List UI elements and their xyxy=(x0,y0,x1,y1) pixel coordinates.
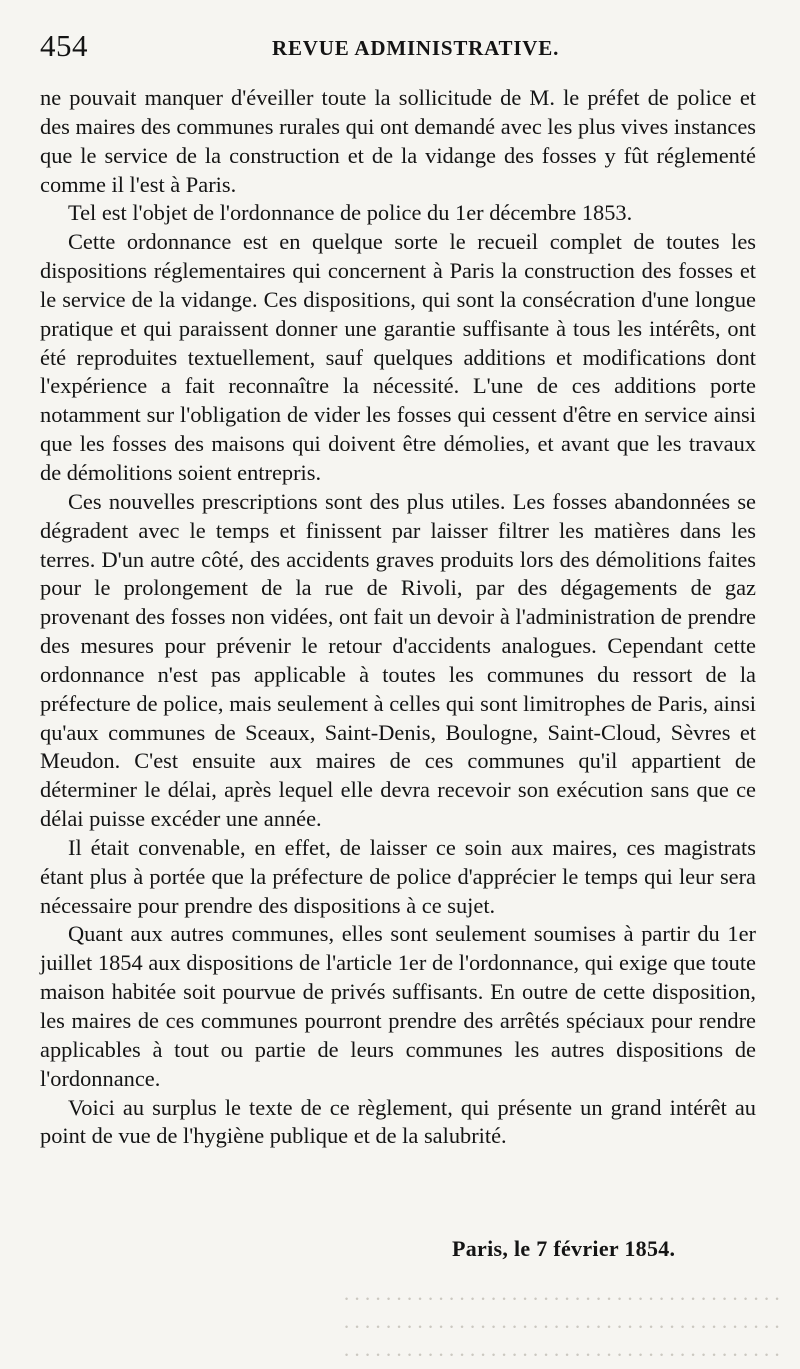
paragraph-recueil: Cette ordonnance est en quelque sorte le recueil complet de toutes les dispositions réglementaires qui concernent à Paris la construction des fosses et le service de la vidange. Ces dispositions, qui sont la consécration d'une longue pratique et qui paraissent donner une garantie suffisante à tous les intérêts, ont été reproduites textuellement, sauf quelques additions et modifications dont l'expérience a fait reconnaître la nécessité. L'une de ces additions porte notamment sur l'obligation de vider les fosses qui cessent d'être en service ainsi que les fosses des maisons qui doivent être démolies, et avant que les travaux de démolitions soient entrepris. xyxy=(40,229,756,485)
body-text xyxy=(40,84,756,1151)
signature-date: Paris, le 7 février 1854. xyxy=(452,1236,676,1261)
journal-title: REVUE ADMINISTRATIVE. xyxy=(272,36,560,60)
paragraph-autres-communes: Quant aux autres communes, elles sont seulement soumises à partir du 1er juillet 1854 aux dispositions de l'article 1er de l'ordonnance, qui exige que toute maison habitée soit pourvue de privés suffisants. En outre de cette disposition, les maires de ces communes pourront prendre des arrêtés spéciaux pour rendre applicables à tout ou partie de leurs communes les autres dispositions de l'ordonnance. xyxy=(40,921,756,1091)
paragraph-prescriptions: Ces nouvelles prescriptions sont des plus utiles. Les fosses abandonnées se dégradent avec le temps et finissent par laisser filtrer les matières dans les terres. D'un autre côté, des accidents graves produits lors des démolitions faites pour le prolongement de la rue de Rivoli, par des dégagements de gaz provenant des fosses non vidées, ont fait un devoir à l'administration de prendre des mesures pour prévenir le retour d'accidents analogues. Cependant cette ordonnance n'est pas applicable à toutes les communes du ressort de la préfecture de police, mais seulement à celles qui sont limitrophes de Paris, ainsi qu'aux communes de Sceaux, Saint-Denis, Boulogne, Saint-Cloud, Sèvres et Meudon. C'est ensuite aux maires de ces communes qu'il appartient de déterminer le délai, après lequel elle devra recevoir son exécution sans que ce délai puisse excéder une année. xyxy=(40,488,756,832)
paragraph-convenable: Il était convenable, en effet, de laisser ce soin aux maires, ces magistrats étant plus à portée que la préfecture de police d'apprécier le temps qui leur sera nécessaire pour prendre des dispositions à ce sujet. xyxy=(40,834,756,918)
paragraph-ordonnance-date: Tel est l'objet de l'ordonnance de police du 1er décembre 1853. xyxy=(68,200,633,226)
paragraph-continuation: ne pouvait manquer d'éveiller toute la sollicitude de M. le préfet de police et des maires des communes rurales qui ont demandé avec les plus vives instances que le service de la construction et de la vidange des fosses y fût réglementé comme il l'est à Paris. xyxy=(40,85,756,197)
page-number: 454 xyxy=(40,28,88,63)
bleed-through-texture: · · · · · · · · · · · · · · · · · · · · · · · · · · · · · · · · · · · · · · · · · · · · · · · · · · · · · · · · · · · · · · · · · · · · · · · · · · · · · · · · · · · · · · · · · · · · · · · · · · · · · · · · · · · · · · · · · · · · · · · · · · · · · · xyxy=(344,1287,780,1367)
paragraph-voici: Voici au surplus le texte de ce règlement, qui présente un grand intérêt au point de vue de l'hygiène publique et de la salubrité. xyxy=(40,1094,756,1149)
running-head xyxy=(40,28,760,68)
